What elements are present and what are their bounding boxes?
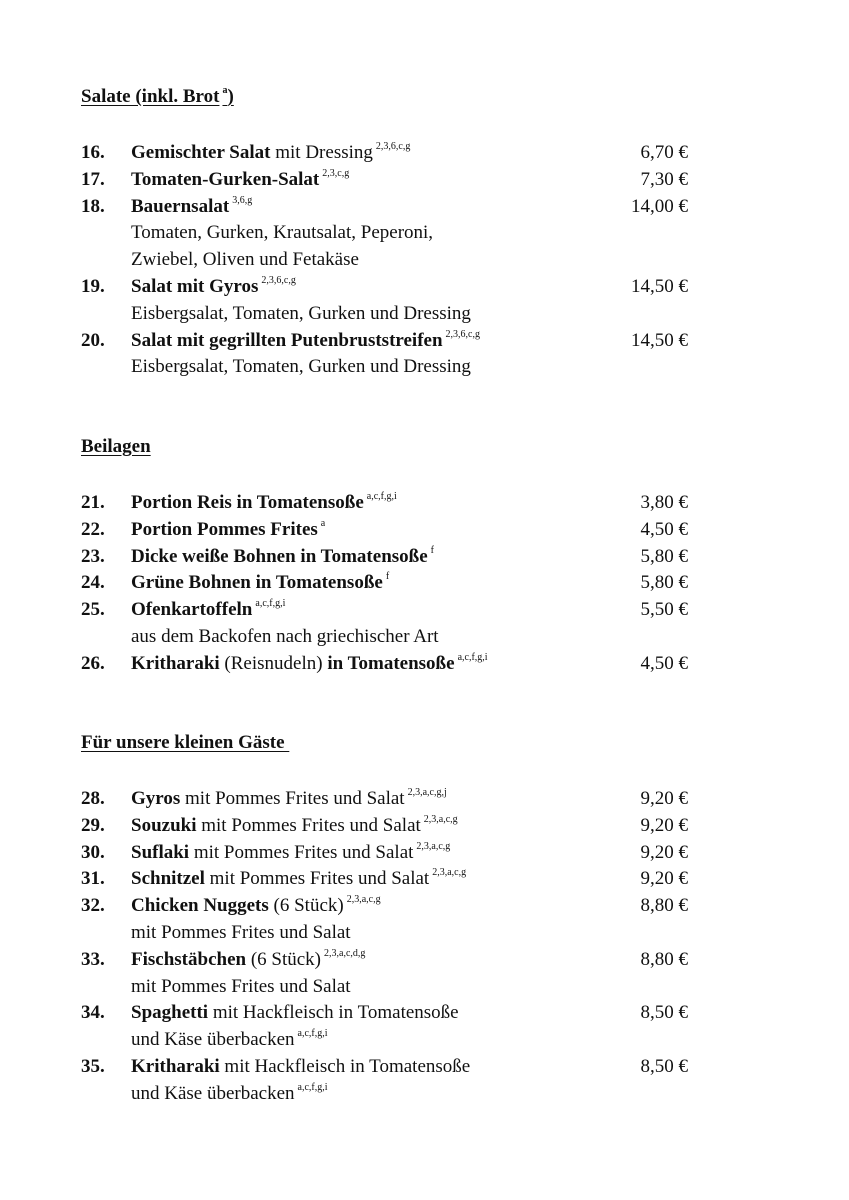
- item-name: Portion Reis in Tomatensoße: [131, 492, 364, 513]
- item-text: [131, 786, 447, 816]
- heading-text: Für unsere kleinen Gäste: [81, 732, 290, 753]
- item-price: 14,50 €: [631, 275, 688, 297]
- item-number: 33.: [81, 948, 105, 970]
- menu-item: [81, 597, 701, 651]
- item-description-line: [81, 301, 701, 328]
- menu-item-line: [81, 597, 701, 624]
- menu-item-line: [81, 194, 701, 221]
- item-name: Gyros: [131, 788, 181, 809]
- section-heading: [81, 434, 701, 460]
- item-name: Bauernsalat: [131, 195, 230, 217]
- item-price: 6,70 €: [640, 142, 688, 163]
- description-text: und Käse überbacken: [131, 1082, 295, 1104]
- item-text: [131, 140, 410, 170]
- item-name: Dicke weiße Bohnen in Tomatensoße: [131, 545, 428, 567]
- item-description: [131, 1027, 328, 1057]
- section-beilagen: [81, 434, 701, 678]
- menu-item: [81, 274, 701, 328]
- item-detail: mit Pommes Frites und Salat: [196, 814, 421, 836]
- heading-text: Salate (inkl. Brot: [81, 86, 220, 107]
- menu-item-line: [81, 328, 701, 355]
- menu-item-line: [81, 813, 701, 840]
- item-list: [81, 490, 701, 678]
- item-number: 25.: [81, 599, 105, 621]
- section-kinder: [81, 730, 701, 1108]
- menu-item: [81, 813, 701, 840]
- item-name-continued: in Tomatensoße: [327, 652, 455, 674]
- item-name: Kritharaki: [131, 652, 220, 674]
- menu-item: [81, 947, 701, 1001]
- allergen-codes: a,c,f,g,i: [366, 491, 397, 502]
- item-price: 5,80 €: [640, 572, 688, 594]
- menu-item: [81, 167, 701, 194]
- item-detail: (6 Stück): [246, 948, 322, 970]
- menu-item: [81, 328, 701, 382]
- item-list: [81, 140, 701, 381]
- item-description: [131, 1081, 328, 1111]
- allergen-codes: 2,3,6,c,g: [375, 141, 411, 152]
- allergen-codes: 2,3,a,c,g: [346, 894, 381, 906]
- item-text: [131, 947, 365, 977]
- menu-item-line: [81, 840, 701, 867]
- allergen-codes: 2,3,a,c,g,j: [407, 787, 447, 798]
- item-number: 24.: [81, 572, 105, 594]
- menu-item: [81, 1054, 701, 1108]
- item-description-line: [81, 624, 701, 651]
- item-price: 14,50 €: [631, 329, 688, 351]
- item-price: 7,30 €: [640, 168, 688, 190]
- menu-item: [81, 544, 701, 571]
- item-number: 21.: [81, 492, 105, 513]
- item-number: 19.: [81, 275, 105, 297]
- item-name: Gemischter Salat: [131, 142, 271, 163]
- allergen-codes: a,c,f,g,i: [457, 651, 488, 663]
- allergen-codes: a,c,f,g,i: [297, 1028, 328, 1040]
- item-price: 9,20 €: [640, 814, 688, 836]
- item-text: [131, 1054, 470, 1081]
- item-detail: mit Pommes Frites und Salat: [189, 841, 414, 863]
- item-text: [131, 570, 389, 600]
- item-text: [131, 490, 397, 520]
- menu-item-line: [81, 517, 701, 544]
- menu-item: [81, 651, 701, 678]
- description-text: aus dem Backofen nach griechischer Art: [131, 625, 439, 647]
- item-number: 17.: [81, 168, 105, 190]
- item-text: [131, 274, 296, 304]
- allergen-codes: a,c,f,g,i: [297, 1081, 328, 1093]
- allergen-codes: 2,3,a,c,d,g: [324, 947, 366, 959]
- allergen-codes: 2,3,6,c,g: [445, 328, 480, 340]
- item-name: Kritharaki: [131, 1055, 220, 1077]
- item-number: 16.: [81, 142, 105, 163]
- section-heading: [81, 730, 701, 756]
- allergen-codes: f: [430, 544, 434, 556]
- item-description: [131, 301, 471, 328]
- item-name: Spaghetti: [131, 1002, 209, 1024]
- item-description-line: [81, 220, 701, 247]
- menu-item-line: [81, 544, 701, 571]
- item-detail: (6 Stück): [268, 895, 344, 917]
- allergen-codes: 3,6,g: [232, 194, 253, 206]
- allergen-codes: a,c,f,g,i: [255, 598, 286, 610]
- item-description: [131, 974, 351, 1001]
- heading-superscript: a: [222, 85, 228, 96]
- menu-item-line: [81, 274, 701, 301]
- item-description-line: [81, 247, 701, 274]
- menu-item: [81, 866, 701, 893]
- item-price: 5,50 €: [640, 599, 688, 621]
- heading-close: ): [227, 86, 234, 107]
- item-detail: (Reisnudeln): [219, 652, 328, 674]
- menu-item-line: [81, 947, 701, 974]
- menu-item: [81, 570, 701, 597]
- item-description: [131, 247, 359, 274]
- allergen-codes: 2,3,a,c,g: [423, 813, 458, 825]
- description-text: Zwiebel, Oliven und Fetakäse: [131, 249, 359, 271]
- item-text: [131, 194, 252, 224]
- item-text: [131, 840, 450, 870]
- allergen-codes: 2,3,a,c,g: [416, 840, 451, 852]
- item-text: [131, 893, 381, 923]
- heading-text: Beilagen: [81, 436, 151, 457]
- item-name: Chicken Nuggets: [131, 895, 269, 917]
- item-text: [131, 866, 466, 896]
- menu-item: [81, 517, 701, 544]
- item-number: 22.: [81, 518, 105, 540]
- item-description: [131, 220, 433, 247]
- allergen-codes: a: [320, 517, 326, 529]
- item-name: Grüne Bohnen in Tomatensoße: [131, 572, 383, 594]
- item-list: [81, 786, 701, 1108]
- item-text: [131, 1000, 459, 1027]
- item-text: [131, 167, 349, 197]
- item-number: 28.: [81, 788, 105, 809]
- item-number: 23.: [81, 545, 105, 567]
- item-price: 5,80 €: [640, 545, 688, 567]
- item-detail: mit Pommes Frites und Salat: [180, 788, 405, 809]
- description-text: mit Pommes Frites und Salat: [131, 975, 351, 997]
- item-name: Tomaten-Gurken-Salat: [131, 168, 320, 190]
- description-text: und Käse überbacken: [131, 1029, 295, 1051]
- item-detail: mit Hackfleisch in Tomatensoße: [219, 1055, 471, 1077]
- item-number: 30.: [81, 841, 105, 863]
- item-detail: mit Hackfleisch in Tomatensoße: [208, 1002, 459, 1024]
- menu-item-line: [81, 1000, 701, 1027]
- item-price: 8,50 €: [640, 1002, 688, 1024]
- description-text: Tomaten, Gurken, Krautsalat, Peperoni,: [131, 222, 434, 244]
- item-number: 32.: [81, 895, 105, 917]
- item-name: Salat mit gegrillten Putenbruststreifen: [131, 329, 443, 351]
- section-heading: [81, 84, 701, 110]
- menu-item-line: [81, 1054, 701, 1081]
- item-price: 14,00 €: [631, 195, 688, 217]
- item-name: Salat mit Gyros: [131, 275, 259, 297]
- menu-item-line: [81, 570, 701, 597]
- menu-item: [81, 194, 701, 274]
- item-price: 3,80 €: [640, 492, 688, 513]
- item-description-line: [81, 1027, 701, 1054]
- allergen-codes: 2,3,6,c,g: [261, 274, 296, 286]
- item-name: Ofenkartoffeln: [131, 599, 253, 621]
- item-description-line: [81, 920, 701, 947]
- item-price: 9,20 €: [640, 788, 688, 809]
- menu-item: [81, 490, 701, 517]
- description-text: Eisbergsalat, Tomaten, Gurken und Dressing: [131, 356, 471, 378]
- menu-item-line: [81, 893, 701, 920]
- item-price: 8,80 €: [640, 948, 688, 970]
- menu-item-line: [81, 786, 701, 813]
- item-description-line: [81, 354, 701, 381]
- allergen-codes: f: [385, 571, 390, 583]
- item-number: 35.: [81, 1055, 105, 1077]
- menu-item-line: [81, 167, 701, 194]
- menu-item-line: [81, 651, 701, 678]
- item-description-line: [81, 1081, 701, 1108]
- item-text: [131, 328, 480, 358]
- menu-item: [81, 840, 701, 867]
- item-number: 20.: [81, 329, 105, 351]
- item-price: 9,20 €: [640, 868, 688, 890]
- section-salate: [81, 84, 701, 381]
- item-name: Schnitzel: [131, 868, 205, 890]
- menu-item-line: [81, 140, 701, 167]
- item-text: [131, 651, 488, 681]
- item-description-line: [81, 974, 701, 1001]
- menu-item: [81, 893, 701, 947]
- item-description: [131, 354, 471, 381]
- description-text: mit Pommes Frites und Salat: [131, 921, 351, 943]
- item-number: 31.: [81, 868, 105, 890]
- item-detail: mit Dressing: [270, 142, 373, 163]
- item-text: [131, 544, 434, 574]
- item-number: 18.: [81, 195, 105, 217]
- item-price: 8,50 €: [640, 1055, 688, 1077]
- item-description: [131, 920, 351, 947]
- item-price: 8,80 €: [640, 895, 688, 917]
- item-name: Fischstäbchen: [131, 948, 247, 970]
- menu-item: [81, 140, 701, 167]
- item-number: 26.: [81, 652, 105, 674]
- item-number: 29.: [81, 814, 105, 836]
- item-name: Portion Pommes Frites: [131, 518, 318, 540]
- item-description: [131, 624, 439, 651]
- item-price: 9,20 €: [640, 841, 688, 863]
- menu-item-line: [81, 490, 701, 517]
- menu-item-line: [81, 866, 701, 893]
- menu-item: [81, 1000, 701, 1054]
- menu-item: [81, 786, 701, 813]
- allergen-codes: 2,3,c,g: [322, 167, 350, 179]
- description-text: Eisbergsalat, Tomaten, Gurken und Dressing: [131, 302, 471, 324]
- item-detail: mit Pommes Frites und Salat: [204, 868, 430, 890]
- item-text: [131, 517, 325, 547]
- allergen-codes: 2,3,a,c,g: [432, 867, 467, 879]
- item-text: [131, 597, 285, 627]
- item-name: Suflaki: [131, 841, 190, 863]
- item-number: 34.: [81, 1002, 105, 1024]
- item-price: 4,50 €: [640, 518, 688, 540]
- item-name: Souzuki: [131, 814, 197, 836]
- item-text: [131, 813, 458, 843]
- item-price: 4,50 €: [640, 652, 688, 674]
